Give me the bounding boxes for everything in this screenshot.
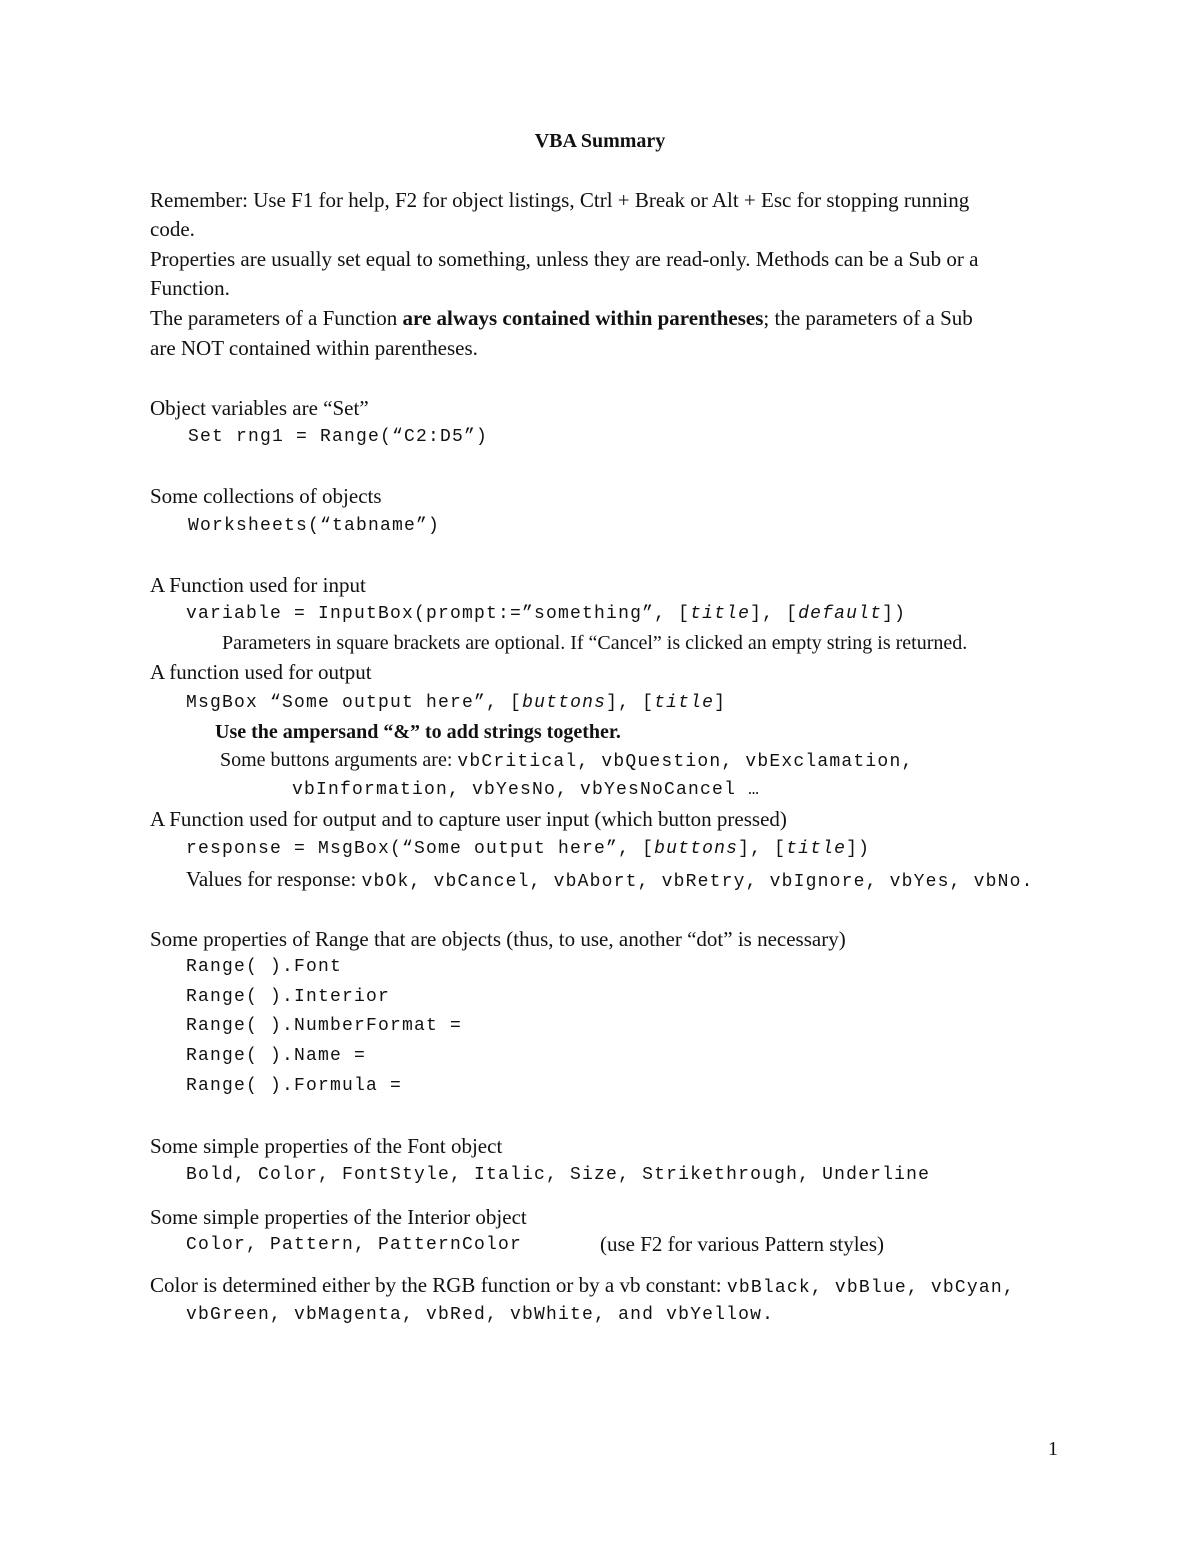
- range-property-item: Range( ).Name =: [186, 1046, 367, 1066]
- buttons-arguments: [220, 747, 913, 775]
- capture-code-part-2: ], [: [738, 839, 787, 859]
- intro-line-5-start: The parameters of a Function: [150, 306, 403, 330]
- color-constants-2: vbGreen, vbMagenta, vbRed, vbWhite, and vbYellow.: [186, 1305, 775, 1325]
- capture-heading: A Function used for output and to capture user input (which button pressed): [150, 807, 787, 831]
- input-note: Parameters in square brackets are optional. If “Cancel” is clicked an empty string is returned.: [222, 632, 968, 654]
- capture-code-buttons: buttons: [654, 839, 739, 859]
- range-property-item: Range( ).NumberFormat =: [186, 1016, 463, 1036]
- output-heading: A function used for output: [150, 660, 372, 684]
- input-code-part-2: ], [: [750, 604, 799, 624]
- range-property-item: Range( ).Font: [186, 957, 343, 977]
- object-variables-code: Set rng1 = Range(“C2:D5”): [188, 427, 489, 447]
- input-heading: A Function used for input: [150, 573, 366, 597]
- buttons-arguments-code: vbCritical, vbQuestion, vbExclamation,: [457, 752, 914, 772]
- intro-line-1: Remember: Use F1 for help, F2 for object listings, Ctrl + Break or Alt + Esc for stopping running: [150, 188, 970, 212]
- range-properties-heading: Some properties of Range that are objects (thus, to use, another “dot” is necessary): [150, 927, 846, 951]
- capture-code: [186, 836, 870, 862]
- interior-properties-heading: Some simple properties of the Interior object: [150, 1205, 527, 1229]
- capture-code-part-3: ]): [846, 839, 871, 859]
- page-number: 1: [1048, 1438, 1058, 1460]
- page-title: VBA Summary: [534, 130, 666, 152]
- interior-properties-note: (use F2 for various Pattern styles): [600, 1232, 885, 1256]
- collections-heading: Some collections of objects: [150, 484, 382, 508]
- output-code-part-3: ]: [714, 693, 727, 713]
- capture-code-title: title: [786, 839, 847, 859]
- intro-line-3: Properties are usually set equal to something, unless they are read-only. Methods can be a Sub or a: [150, 247, 979, 271]
- output-code-title: title: [654, 693, 715, 713]
- intro-line-5: [150, 305, 973, 331]
- intro-line-6: are NOT contained within parentheses.: [150, 336, 478, 360]
- ampersand-note: Use the ampersand “&” to add strings together.: [215, 721, 621, 743]
- output-code-buttons: buttons: [522, 693, 607, 713]
- input-code-part-1: variable = InputBox(prompt:=”something”, [: [186, 604, 691, 624]
- object-variables-heading: Object variables are “Set”: [150, 396, 369, 420]
- interior-properties-code: Color, Pattern, PatternColor: [186, 1235, 523, 1255]
- input-code-default: default: [798, 604, 883, 624]
- input-code: [186, 601, 906, 627]
- collections-code: Worksheets(“tabname”): [188, 516, 441, 536]
- range-property-item: Range( ).Formula =: [186, 1076, 403, 1096]
- intro-line-5-end: ; the parameters of a Sub: [763, 306, 973, 330]
- buttons-arguments-label: Some buttons arguments are:: [220, 749, 458, 771]
- output-code: [186, 690, 726, 716]
- response-values: [186, 866, 1034, 895]
- font-properties-heading: Some simple properties of the Font object: [150, 1134, 503, 1158]
- response-values-code: vbOk, vbCancel, vbAbort, vbRetry, vbIgnore, vbYes, vbNo.: [361, 872, 1034, 892]
- intro-line-4: Function.: [150, 276, 230, 300]
- range-property-item: Range( ).Interior: [186, 987, 391, 1007]
- intro-emphasis: are always contained within parentheses: [402, 306, 764, 330]
- output-code-part-1: MsgBox “Some output here”, [: [186, 693, 523, 713]
- output-code-part-2: ], [: [606, 693, 655, 713]
- color-constants-1: vbBlack, vbBlue, vbCyan,: [726, 1278, 1015, 1298]
- input-code-title: title: [690, 604, 751, 624]
- font-properties-code: Bold, Color, FontStyle, Italic, Size, Strikethrough, Underline: [186, 1165, 931, 1185]
- buttons-arguments-code-2: vbInformation, vbYesNo, vbYesNoCancel …: [292, 780, 761, 800]
- capture-code-part-1: response = MsgBox(“Some output here”, [: [186, 839, 655, 859]
- input-code-part-3: ]): [882, 604, 907, 624]
- response-values-label: Values for response:: [186, 867, 362, 891]
- intro-line-2: code.: [150, 217, 195, 241]
- color-line-1: [150, 1272, 1015, 1301]
- color-line-text: Color is determined either by the RGB function or by a vb constant:: [150, 1273, 727, 1297]
